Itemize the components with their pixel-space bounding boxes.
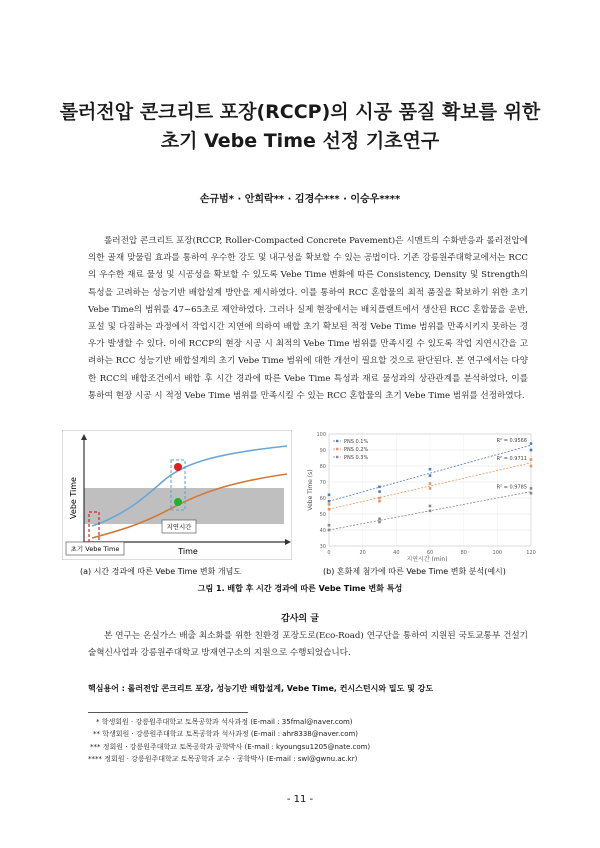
chart-b-xtick-label: 20 bbox=[359, 550, 366, 556]
chart-b-xtick-label: 40 bbox=[393, 550, 400, 556]
fig-a-ylabel: Vebe Time bbox=[69, 477, 78, 519]
chart-b-legend-entry: PNS 0.2% bbox=[344, 447, 369, 453]
chart-b-legend-entry: PNS 0.1% bbox=[344, 439, 369, 445]
acknowledgement-title: 감사의 글 bbox=[281, 614, 319, 624]
chart-b-point bbox=[328, 494, 331, 497]
figure-a-concept-diagram bbox=[62, 430, 292, 560]
red-point bbox=[174, 463, 182, 471]
chart-b-point bbox=[378, 497, 381, 500]
chart-b-point bbox=[328, 529, 331, 532]
chart-b-point bbox=[530, 492, 533, 495]
chart-b-xlabel: 지연시간 (min) bbox=[406, 556, 448, 563]
chart-b-point bbox=[378, 486, 381, 489]
paper-title-line2: 초기 Vebe Time 선정 기초연구 bbox=[160, 130, 440, 152]
chart-b-point bbox=[530, 487, 533, 490]
chart-b-xtick-label: 80 bbox=[460, 550, 467, 556]
chart-b-ytick-label: 50 bbox=[319, 512, 326, 518]
chart-b-point bbox=[378, 500, 381, 503]
chart-b-ytick-label: 90 bbox=[319, 448, 326, 454]
chart-b-xtick-label: 0 bbox=[327, 550, 331, 556]
chart-b-ytick-label: 100 bbox=[316, 432, 326, 438]
chart-b-ytick-label: 80 bbox=[319, 464, 326, 470]
chart-b-point bbox=[530, 465, 533, 468]
figure-a-caption: (a) 시간 경과에 따른 Vebe Time 변화 개념도 bbox=[80, 567, 242, 576]
page-number: - 11 - bbox=[286, 794, 314, 805]
footnote-3: *** 정회원 · 강릉원주대학교 토목공학과 공학박사 (E-mail : kyoungsu1205@nate.com) bbox=[90, 742, 371, 751]
paper-title-line1: 롤러전압 콘크리트 포장(RCCP)의 시공 품질 확보를 위한 bbox=[59, 101, 541, 123]
chart-b-point bbox=[429, 474, 432, 477]
chart-b-ytick-label: 30 bbox=[319, 544, 326, 550]
fig-a-xlabel: Time bbox=[178, 547, 198, 556]
acknowledgement-text: 본 연구는 온실가스 배출 최소화를 위한 친환경 포장도로(Eco-Road) 연구단을 통하여 지원된 국토교통부 건설기술혁신사업과 강릉원주대학교 방재연구소의 지원으로 수행되었습니다. bbox=[88, 631, 528, 659]
chart-b-legend-marker bbox=[336, 440, 338, 442]
keywords: 핵심용어 : 롤러전압 콘크리트 포장, 성능기반 배합설계, Vebe Time, 컨시스턴시와 밀도 및 강도 bbox=[88, 684, 434, 693]
abstract: 롤러전압 콘크리트 포장(RCCP, Roller-Compacted Concrete Pavement)은 시멘트의 수화반응과 롤러전압에 의한 골재 맞물림 효과를 통하여 우수한 강도 및 내구성을 확보할 수 있는 공법이다. 기존 강릉원주대학교에서는 RCC의 우수한 재료 물성 및 시공성을 확보할 수 있도록 Vebe Time 변화에 따른 Consistency, Density 및 Strength의 특성을 고려하는 성능기반 배합설계 방안을 제시하였다. 이를 통하여 RCC 혼합물의 최적 품질을 확보하기 위한 초기 Vebe Time의 범위를 47~65초로 제안하였다. 그러나 실제 현장에서는 배치플랜트에서 생산된 RCC 혼합물을 운반, 포설 및 다짐하는 과정에서 작업시간 지연에 의하여 배합 초기 확보된 적정 Vebe Time 범위를 만족시키지 못하는 경우가 발생할 수 있다. 이에 RCCP의 현장 시공 시 최적의 Vebe Time 범위를 만족시킬 수 있도록 작업 지연시간을 고려하는 RCC 성능기반 배합설계의 초기 Vebe Time 범위에 대한 개선이 필요할 것으로 판단된다. 본 연구에서는 다양한 RCC의 배합조건에서 배합 후 시간 경과에 따른 Vebe Time 특성과 재료 물성과의 상관관계를 분석하였다, 이를 통하여 현장 시공 시 적정 Vebe Time 범위를 만족시킬 수 있는 RCC 혼합물의 초기 Vebe Time 범위를 선정하였다. bbox=[88, 236, 528, 401]
chart-b-legend-marker bbox=[336, 456, 338, 458]
chart-b-legend-entry: PNS 0.3% bbox=[344, 455, 369, 461]
chart-b-point bbox=[328, 500, 331, 503]
footnote-4: **** 정회원 · 강릉원주대학교 토목공학과 교수 · 공학박사 (E-mail : swl@gwnu.ac.kr) bbox=[88, 754, 358, 763]
footnote-2: ** 학생회원 · 강릉원주대학교 토목공학과 석사과정 (E-mail : ahr8338@naver.com) bbox=[93, 730, 359, 739]
chart-b-point bbox=[328, 508, 331, 511]
chart-b-point bbox=[429, 505, 432, 508]
figure-b-caption: (b) 혼화제 첨가에 따른 Vebe Time 변화 분석(예시) bbox=[323, 567, 506, 576]
figure-b-scatter-chart bbox=[303, 428, 538, 563]
chart-b-r2-label: R² = 0.9785 bbox=[496, 484, 527, 491]
chart-b-point bbox=[530, 449, 533, 452]
chart-b-point bbox=[429, 510, 432, 513]
chart-b-point bbox=[378, 518, 381, 521]
authors: 손규범* · 안희락** · 김경수*** · 이승우**** bbox=[199, 194, 401, 205]
optimal-range-band bbox=[84, 488, 284, 524]
chart-b-xtick-label: 120 bbox=[526, 550, 536, 556]
chart-b-r2-label: R² = 0.9566 bbox=[496, 438, 527, 445]
chart-b-xtick-label: 100 bbox=[492, 550, 503, 556]
chart-b-ytick-label: 40 bbox=[319, 528, 326, 534]
chart-b-point bbox=[429, 487, 432, 490]
footnotes bbox=[88, 716, 370, 765]
chart-b-xtick-label: 60 bbox=[426, 550, 434, 556]
chart-b-r2-label: R² = 0.9711 bbox=[496, 455, 527, 462]
figure-caption: 그림 1. 배합 후 시간 경과에 따른 Vebe Time 변화 특성 bbox=[197, 584, 403, 593]
chart-b-point bbox=[328, 503, 331, 506]
chart-b-ylabel: Vebe Time (s) bbox=[307, 469, 314, 511]
chart-b-ytick-label: 60 bbox=[319, 496, 326, 502]
footnote-1: * 학생회원 · 강릉원주대학교 토목공학과 석사과정 (E-mail : 35fmal@naver.com) bbox=[96, 718, 353, 726]
chart-b-point bbox=[429, 482, 432, 485]
fig-a-delay-label: 지연시간 bbox=[166, 523, 192, 531]
green-point bbox=[174, 498, 182, 506]
fig-a-initial-label: 초기 Vebe Time bbox=[70, 545, 120, 553]
chart-b-point bbox=[378, 490, 381, 493]
footnote-divider bbox=[88, 712, 248, 713]
chart-b-legend-marker bbox=[336, 448, 338, 450]
chart-b-point bbox=[530, 458, 533, 461]
chart-b-point bbox=[328, 524, 331, 527]
chart-b-point bbox=[530, 442, 533, 445]
chart-b-point bbox=[429, 468, 432, 471]
chart-b-point bbox=[378, 521, 381, 524]
chart-b-ytick-label: 70 bbox=[319, 480, 326, 486]
